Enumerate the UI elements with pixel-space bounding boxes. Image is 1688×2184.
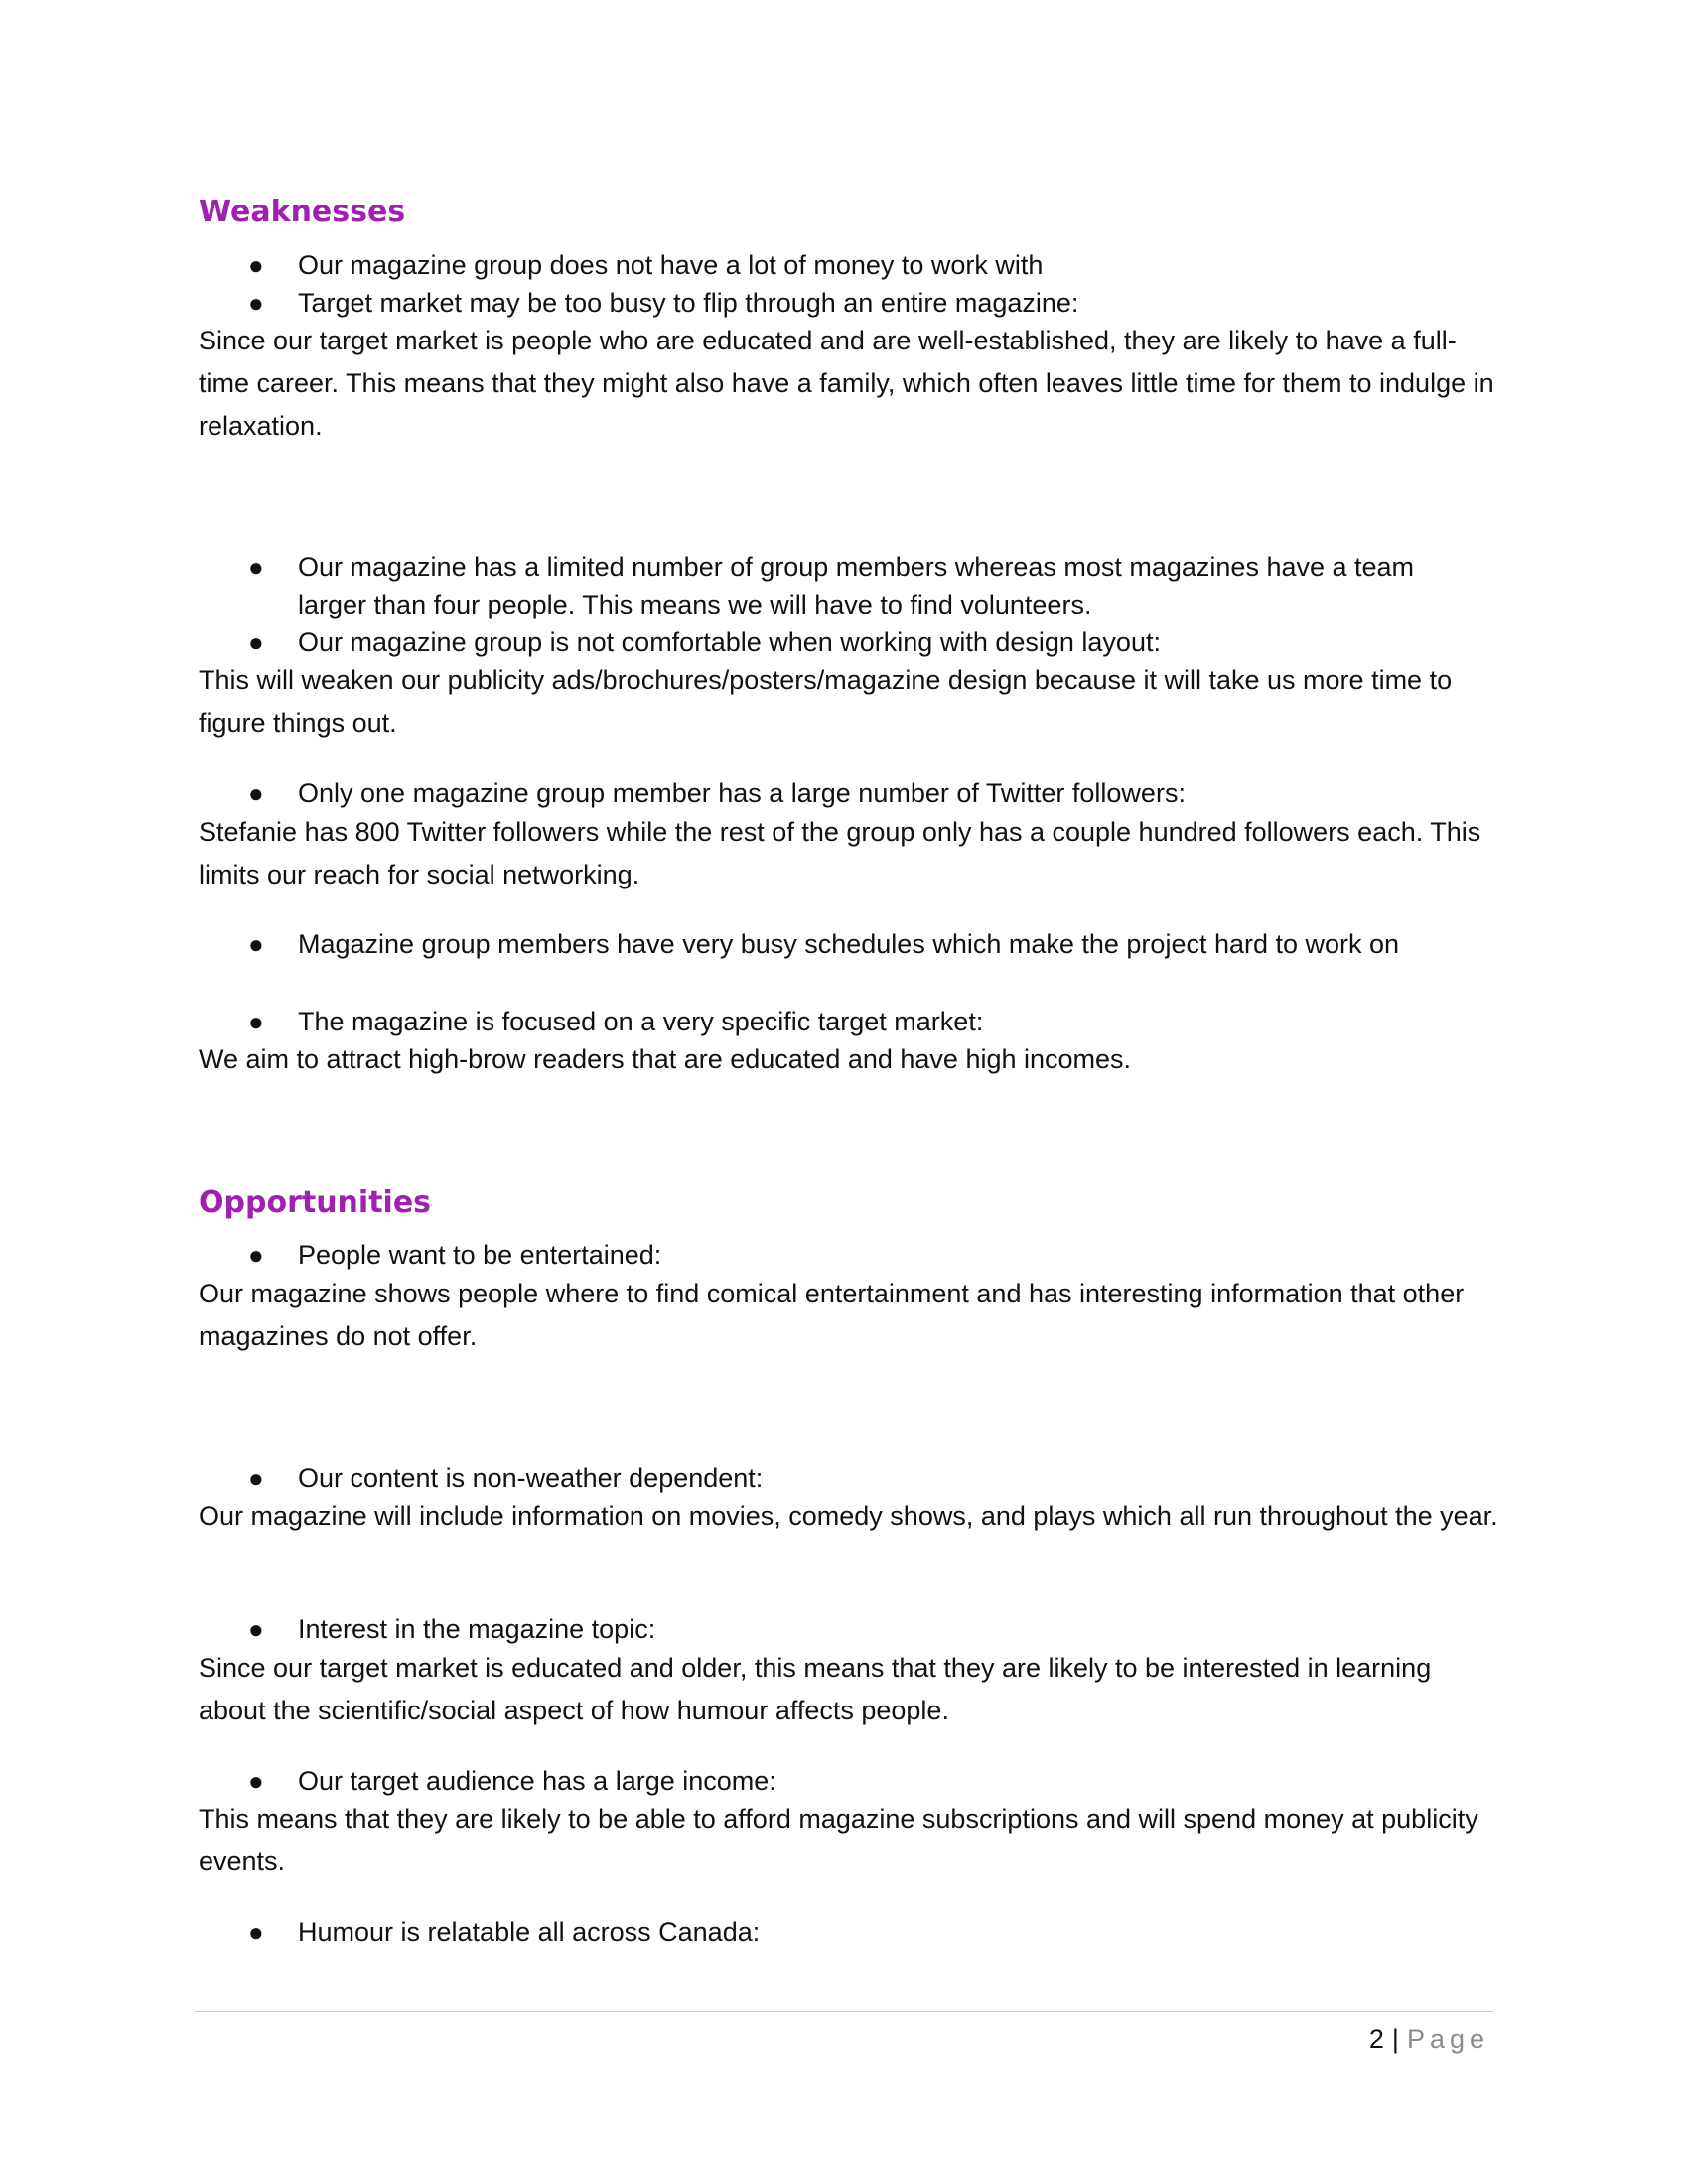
bullet-icon: ● (248, 627, 264, 657)
bullet-icon: ● (248, 1240, 264, 1270)
list-item-text: Humour is relatable all across Canada: (298, 1917, 761, 1947)
bullet-icon: ● (248, 1463, 264, 1493)
list-item-text: Our magazine group is not comfortable when working with design layout: (298, 627, 1161, 657)
paragraph: Our magazine shows people where to find comical entertainment and has interesting information that other magazines do not offer. (199, 1279, 1465, 1351)
list-item-text: larger than four people. This means we will have to find volunteers. (298, 590, 1092, 619)
bullet-icon: ● (248, 778, 264, 808)
list-item-text: Our target audience has a large income: (298, 1766, 776, 1796)
page-label: Page (1406, 2024, 1489, 2054)
list-item-text: The magazine is focused on a very specific target market: (298, 1007, 984, 1036)
list-item-text: Target market may be too busy to flip through an entire magazine: (298, 288, 1079, 318)
list-item-text: Magazine group members have very busy schedules which make the project hard to work on (298, 929, 1400, 959)
paragraph: This means that they are likely to be able to afford magazine subscriptions and will spend money at publicity events. (199, 1804, 1478, 1876)
bullet-icon: ● (248, 552, 264, 582)
list-item-text: Only one magazine group member has a large number of Twitter followers: (298, 778, 1186, 808)
paragraph: Since our target market is educated and older, this means that they are likely to be interested in learning about the scientific/social aspect of how humour affects people. (199, 1653, 1432, 1725)
list-item-text: Our content is non-weather dependent: (298, 1463, 764, 1493)
page-footer (1369, 2021, 1489, 2057)
opportunities-heading: Opportunities (199, 1185, 432, 1220)
bullet-icon: ● (248, 1614, 264, 1644)
paragraph: Our magazine will include information on movies, comedy shows, and plays which all run throughout the year. (199, 1501, 1498, 1531)
bullet-icon: ● (248, 1007, 264, 1036)
list-item-text: Interest in the magazine topic: (298, 1614, 656, 1644)
paragraph: This will weaken our publicity ads/brochures/posters/magazine design because it will take us more time to figure things out. (199, 665, 1453, 738)
bullet-icon: ● (248, 250, 264, 280)
list-item-text: Our magazine has a limited number of group members whereas most magazines have a team (298, 552, 1415, 582)
bullet-icon: ● (248, 929, 264, 959)
footer-separator: | (1391, 2024, 1399, 2054)
weaknesses-heading: Weaknesses (199, 195, 406, 229)
page-number: 2 (1368, 2024, 1384, 2054)
bullet-icon: ● (248, 1766, 264, 1796)
paragraph: Stefanie has 800 Twitter followers while the rest of the group only has a couple hundred followers each. This limits our reach for social networking. (199, 817, 1481, 889)
list-item-text: People want to be entertained: (298, 1240, 662, 1270)
footer-divider (195, 2011, 1493, 2012)
paragraph: We aim to attract high-brow readers that are educated and have high incomes. (199, 1044, 1132, 1074)
paragraph: Since our target market is people who are educated and are well-established, they are likely to have a full-time career. This means that they might also have a family, which often leaves little time for them to indulge in relaxation. (199, 326, 1494, 441)
bullet-icon: ● (248, 1917, 264, 1947)
bullet-icon: ● (248, 288, 264, 318)
list-item-text: Our magazine group does not have a lot of money to work with (298, 250, 1044, 280)
